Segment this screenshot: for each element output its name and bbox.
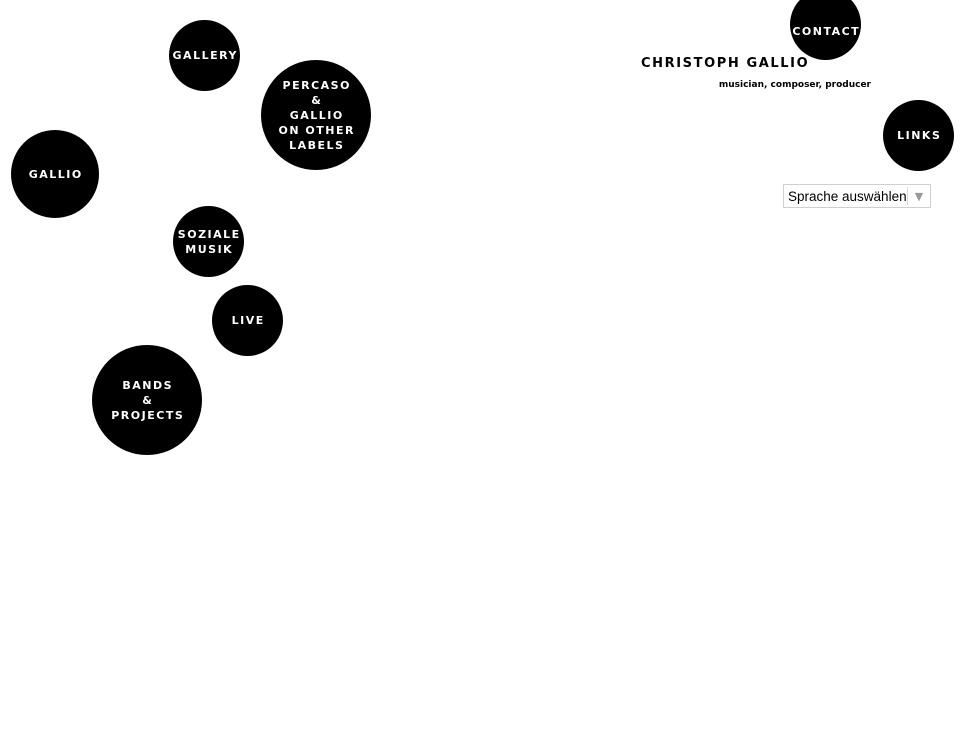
nav-percaso-line-2: & — [311, 93, 323, 107]
nav-gallio-line: GALLIO — [28, 167, 83, 181]
nav-links-button[interactable] — [883, 100, 954, 171]
nav-live-label — [230, 313, 265, 328]
nav-contact-button[interactable] — [790, 0, 861, 60]
nav-gallio-label — [27, 167, 83, 182]
nav-bands-projects-button[interactable] — [92, 345, 202, 455]
nav-soziale-musik-line-1: SOZIALE — [177, 227, 241, 241]
triangle-down-icon: ▼ — [907, 187, 930, 205]
nav-percaso-label — [277, 78, 355, 153]
nav-contact-line: CONTACT — [792, 25, 861, 38]
nav-percaso-line-1: PERCASO — [282, 78, 351, 92]
nav-contact-label — [791, 24, 860, 39]
nav-links-label — [896, 128, 942, 143]
site-title: CHRISTOPH GALLIO — [641, 56, 810, 71]
nav-percaso-line-4: ON OTHER — [278, 123, 355, 137]
nav-bands-projects-line-3: PROJECTS — [111, 408, 185, 422]
nav-gallery-button[interactable] — [169, 20, 240, 91]
nav-live-line: LIVE — [231, 314, 265, 327]
nav-bands-projects-label — [110, 378, 185, 423]
language-select[interactable] — [783, 184, 931, 208]
nav-bands-projects-line-1: BANDS — [122, 378, 174, 392]
language-select-value: Sprache auswählen — [788, 188, 907, 204]
nav-live-button[interactable] — [212, 285, 283, 356]
nav-bands-projects-line-2: & — [142, 393, 154, 407]
site-tagline: musician, composer, producer — [718, 80, 871, 90]
nav-percaso-line-5: LABELS — [289, 138, 345, 152]
nav-gallery-line: GALLERY — [172, 49, 238, 62]
nav-percaso-line-3: GALLIO — [289, 108, 344, 122]
nav-links-line: LINKS — [897, 129, 942, 142]
nav-soziale-musik-line-2: MUSIK — [185, 242, 234, 256]
nav-percaso-gallio-other-labels-button[interactable] — [261, 60, 371, 170]
nav-soziale-musik-button[interactable] — [173, 206, 244, 277]
nav-gallery-label — [171, 48, 238, 63]
nav-gallio-button[interactable] — [11, 130, 99, 218]
nav-soziale-musik-label — [176, 227, 240, 257]
